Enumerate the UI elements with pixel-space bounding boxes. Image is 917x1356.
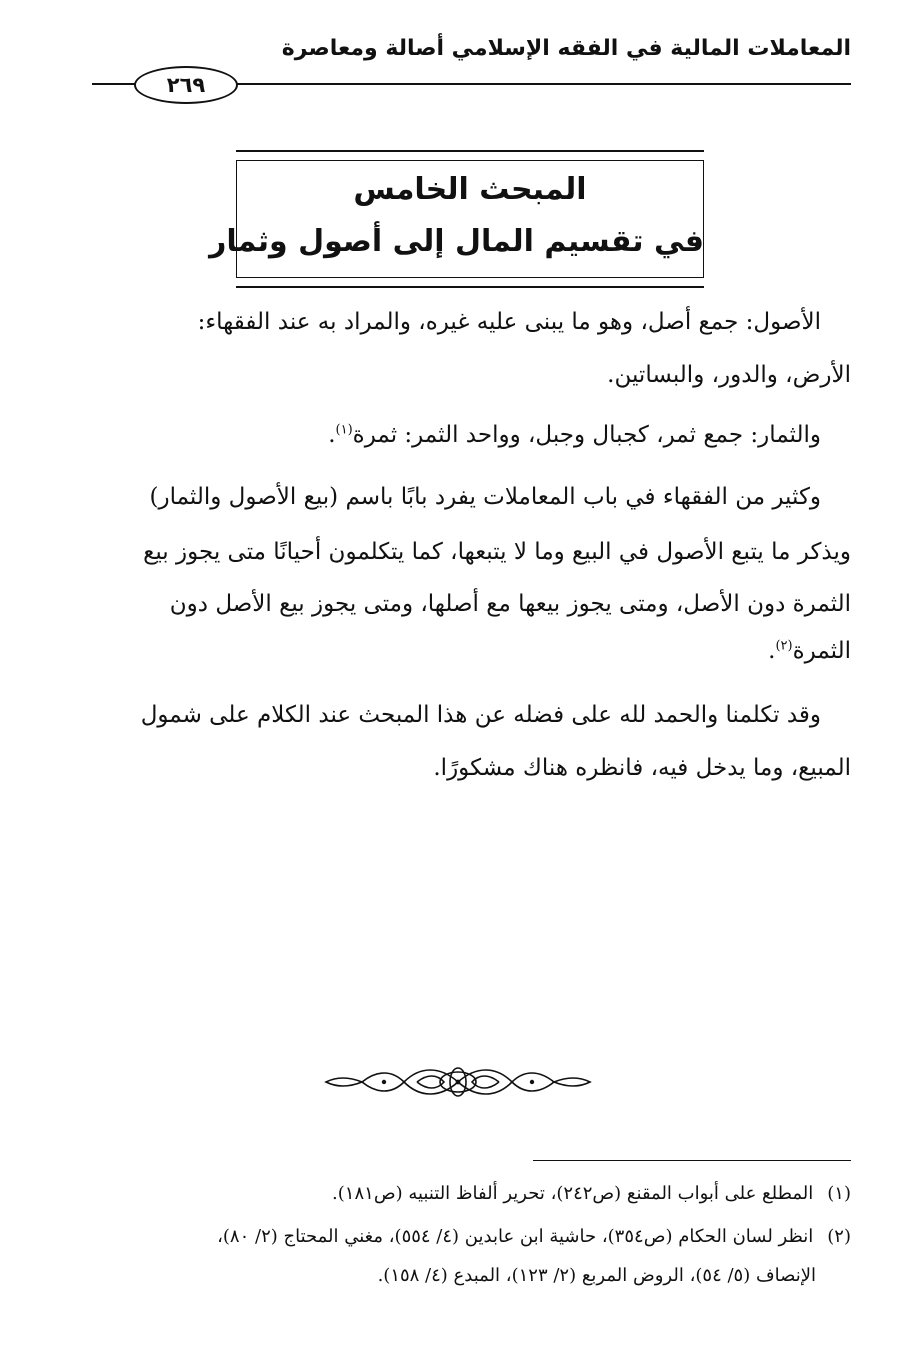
running-header-title: المعاملات المالية في الفقه الإسلامي أصالة ومعاصرة [281, 36, 851, 61]
paragraph-2-end: . [328, 422, 336, 448]
decorative-ornament [322, 1062, 594, 1102]
page-number: ٢٦٩ [134, 66, 238, 104]
paragraph-2 [328, 420, 821, 451]
chapter-title-box [209, 150, 704, 288]
paragraph-3-line-2: ويذكر ما يتبع الأصول في البيع وما لا يتبعها، كما يتكلمون أحيانًا متى يجوز بيع [143, 539, 851, 565]
chapter-heading: المبحث الخامس [353, 172, 587, 207]
paragraph-2-text: والثمار: جمع ثمر، كجبال وجبل، وواحد الثمر: ثمرة [352, 422, 821, 448]
chapter-subheading: في تقسيم المال إلى أصول وثمار [209, 224, 704, 259]
footnote-2 [217, 1225, 851, 1248]
footnote-1-number: (١) [827, 1183, 851, 1204]
paragraph-4-line-1: وقد تكلمنا والحمد لله على فضله عن هذا المبحث عند الكلام على شمول [140, 702, 821, 728]
footnote-1 [332, 1182, 851, 1205]
paragraph-3-line-4 [768, 636, 851, 667]
footnote-2-line-2: الإنصاف (٥/ ٥٤)، الروض المربع (٢/ ١٢٣)، المبدع (٤/ ١٥٨). [377, 1265, 816, 1286]
footnote-1-text: المطلع على أبواب المقنع (ص٢٤٢)، تحرير ألفاظ التنبيه (ص١٨١). [332, 1183, 814, 1204]
footnote-ref-1: (١) [335, 422, 353, 438]
paragraph-3-line-3: الثمرة دون الأصل، ومتى يجوز بيعها مع أصلها، ومتى يجوز بيع الأصل دون [169, 591, 851, 617]
footnote-divider [533, 1160, 851, 1161]
paragraph-4-line-2: المبيع، وما يدخل فيه، فانظره هناك مشكورًا. [433, 755, 851, 781]
footnote-2-number: (٢) [827, 1226, 851, 1247]
paragraph-3-line-4-text: الثمرة [792, 638, 851, 664]
footnote-ref-2: (٢) [775, 638, 793, 654]
footnote-2-text-line-1: انظر لسان الحكام (ص٣٥٤)، حاشية ابن عابدين (٤/ ٥٥٤)، مغني المحتاج (٢/ ٨٠)، [217, 1226, 814, 1247]
paragraph-3-line-1: وكثير من الفقهاء في باب المعاملات يفرد بابًا باسم (بيع الأصول والثمار) [149, 484, 821, 510]
paragraph-1-line-2: الأرض، والدور، والبساتين. [607, 362, 851, 388]
paragraph-3-end: . [768, 638, 776, 664]
paragraph-1-line-1: الأصول: جمع أصل، وهو ما يبنى عليه غيره، والمراد به عند الفقهاء: [197, 309, 821, 335]
